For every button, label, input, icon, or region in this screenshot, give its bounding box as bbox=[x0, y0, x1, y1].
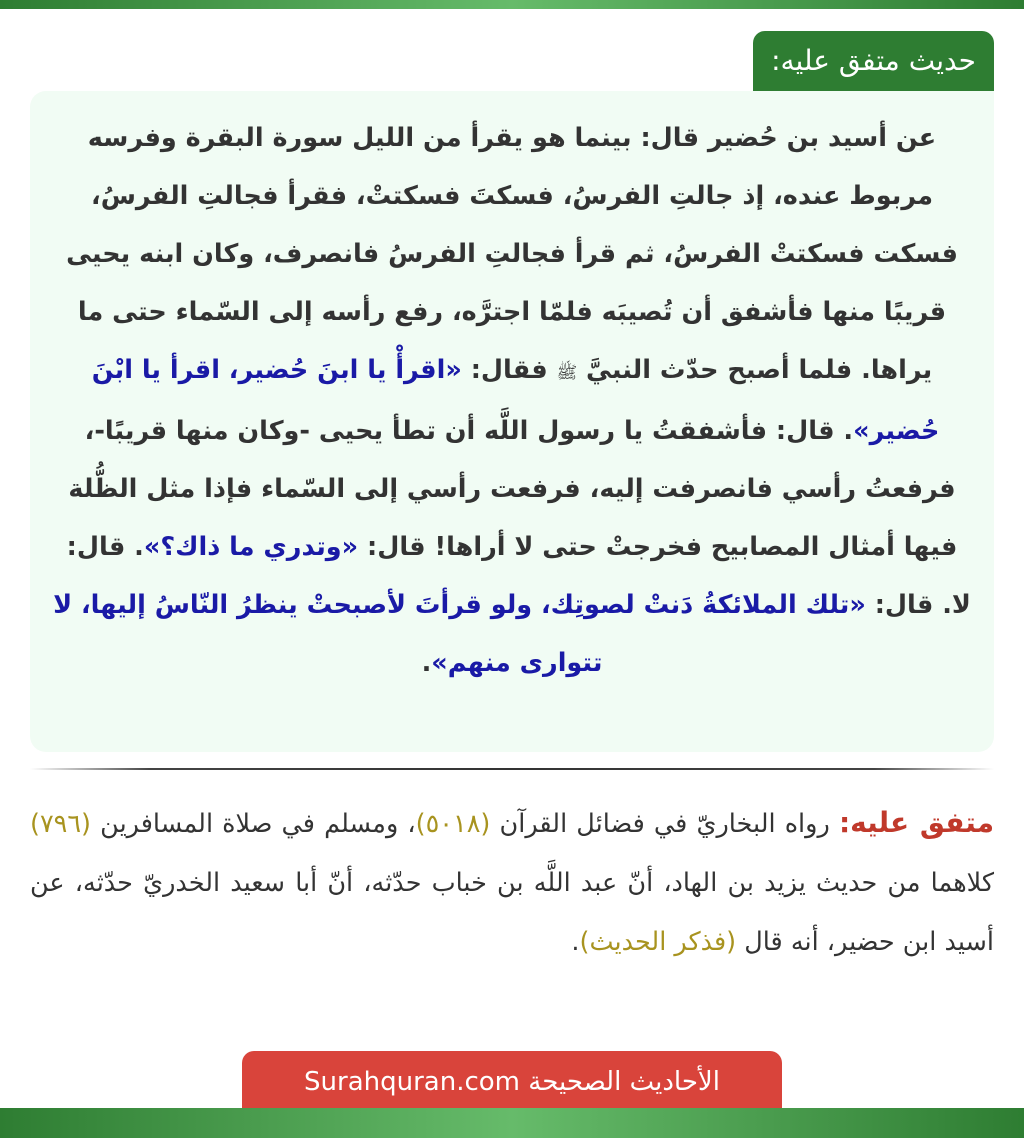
prophet-quote-1: «اقرأْ يا ابنَ حُضير، اقرأ يا ابْنَ حُضير» bbox=[91, 355, 940, 446]
divider bbox=[30, 768, 994, 770]
takhrij-heading: متفق عليه: bbox=[838, 806, 995, 839]
prophet-quote-2: «وتدري ما ذاك؟» bbox=[143, 532, 359, 562]
takhrij-part-2: ، ومسلم في صلاة المسافرين bbox=[100, 809, 416, 839]
takhrij-tail: (فذكر الحديث) bbox=[579, 927, 737, 957]
bottom-decor-bar bbox=[0, 1108, 1024, 1138]
takhrij-text bbox=[30, 793, 994, 972]
takhrij-part-3: كلاهما من حديث يزيد بن الهاد، أنّ عبد اللَّه بن خباب حدّثه، أنّ أبا سعيد الخدريّ حدّثه، عن أسيد ابن حضير، أنه قال bbox=[30, 868, 994, 957]
hadith-part-1: عن أسيد بن حُضير قال: بينما هو يقرأ من الليل سورة البقرة وفرسه مربوط عنده، إذ جالتِ الفرسُ، فسكتَ فسكتتْ، فقرأ فجالتِ الفرسُ، فسكت فسكتتْ الفرسُ، ثم قرأ فجالتِ الفرسُ فانصرف، وكان ابنه يحيى قريبًا منها فأشفق أن تُصيبَه فلمّا اجترَّه، رفع رأسه إلى السّماء حتى ما يراها. فلما أصبح حدّث النبيَّ bbox=[66, 123, 958, 385]
hadith-part-5: . bbox=[421, 648, 432, 678]
top-decor-bar bbox=[0, 0, 1024, 9]
takhrij-end: . bbox=[571, 927, 580, 957]
hadith-box bbox=[30, 91, 994, 752]
site-badge: الأحاديث الصحيحة Surahquran.com bbox=[242, 1051, 782, 1109]
ref-number-muslim: (٧٩٦) bbox=[30, 809, 91, 839]
section-label: حديث متفق عليه: bbox=[753, 31, 994, 91]
hadith-part-4: . قال: لا. قال: bbox=[66, 532, 971, 620]
hadith-part-2: فقال: bbox=[470, 355, 548, 385]
takhrij-part-1: رواه البخاريّ في فضائل القرآن bbox=[499, 809, 830, 839]
honorific-glyph: ﷺ bbox=[556, 363, 578, 383]
hadith-part-3: . قال: فأشفقتُ يا رسول اللَّه أن تطأ يحيى -وكان منها قريبًا-، فرفعتُ رأسي فانصرفت إليه، فرفعت رأسي إلى السّماء فإذا مثل الظُّلة فيها أمثال المصابيح فخرجتْ حتى لا أراها! قال: bbox=[68, 416, 958, 562]
ref-number-bukhari: (٥٠١٨) bbox=[415, 809, 491, 839]
hadith-text bbox=[52, 109, 972, 692]
prophet-quote-3: «تلك الملائكةُ دَنتْ لصوتِك، ولو قرأتَ لأصبحتْ ينظرُ النّاسُ إليها، لا تتوارى منهم» bbox=[53, 590, 866, 678]
